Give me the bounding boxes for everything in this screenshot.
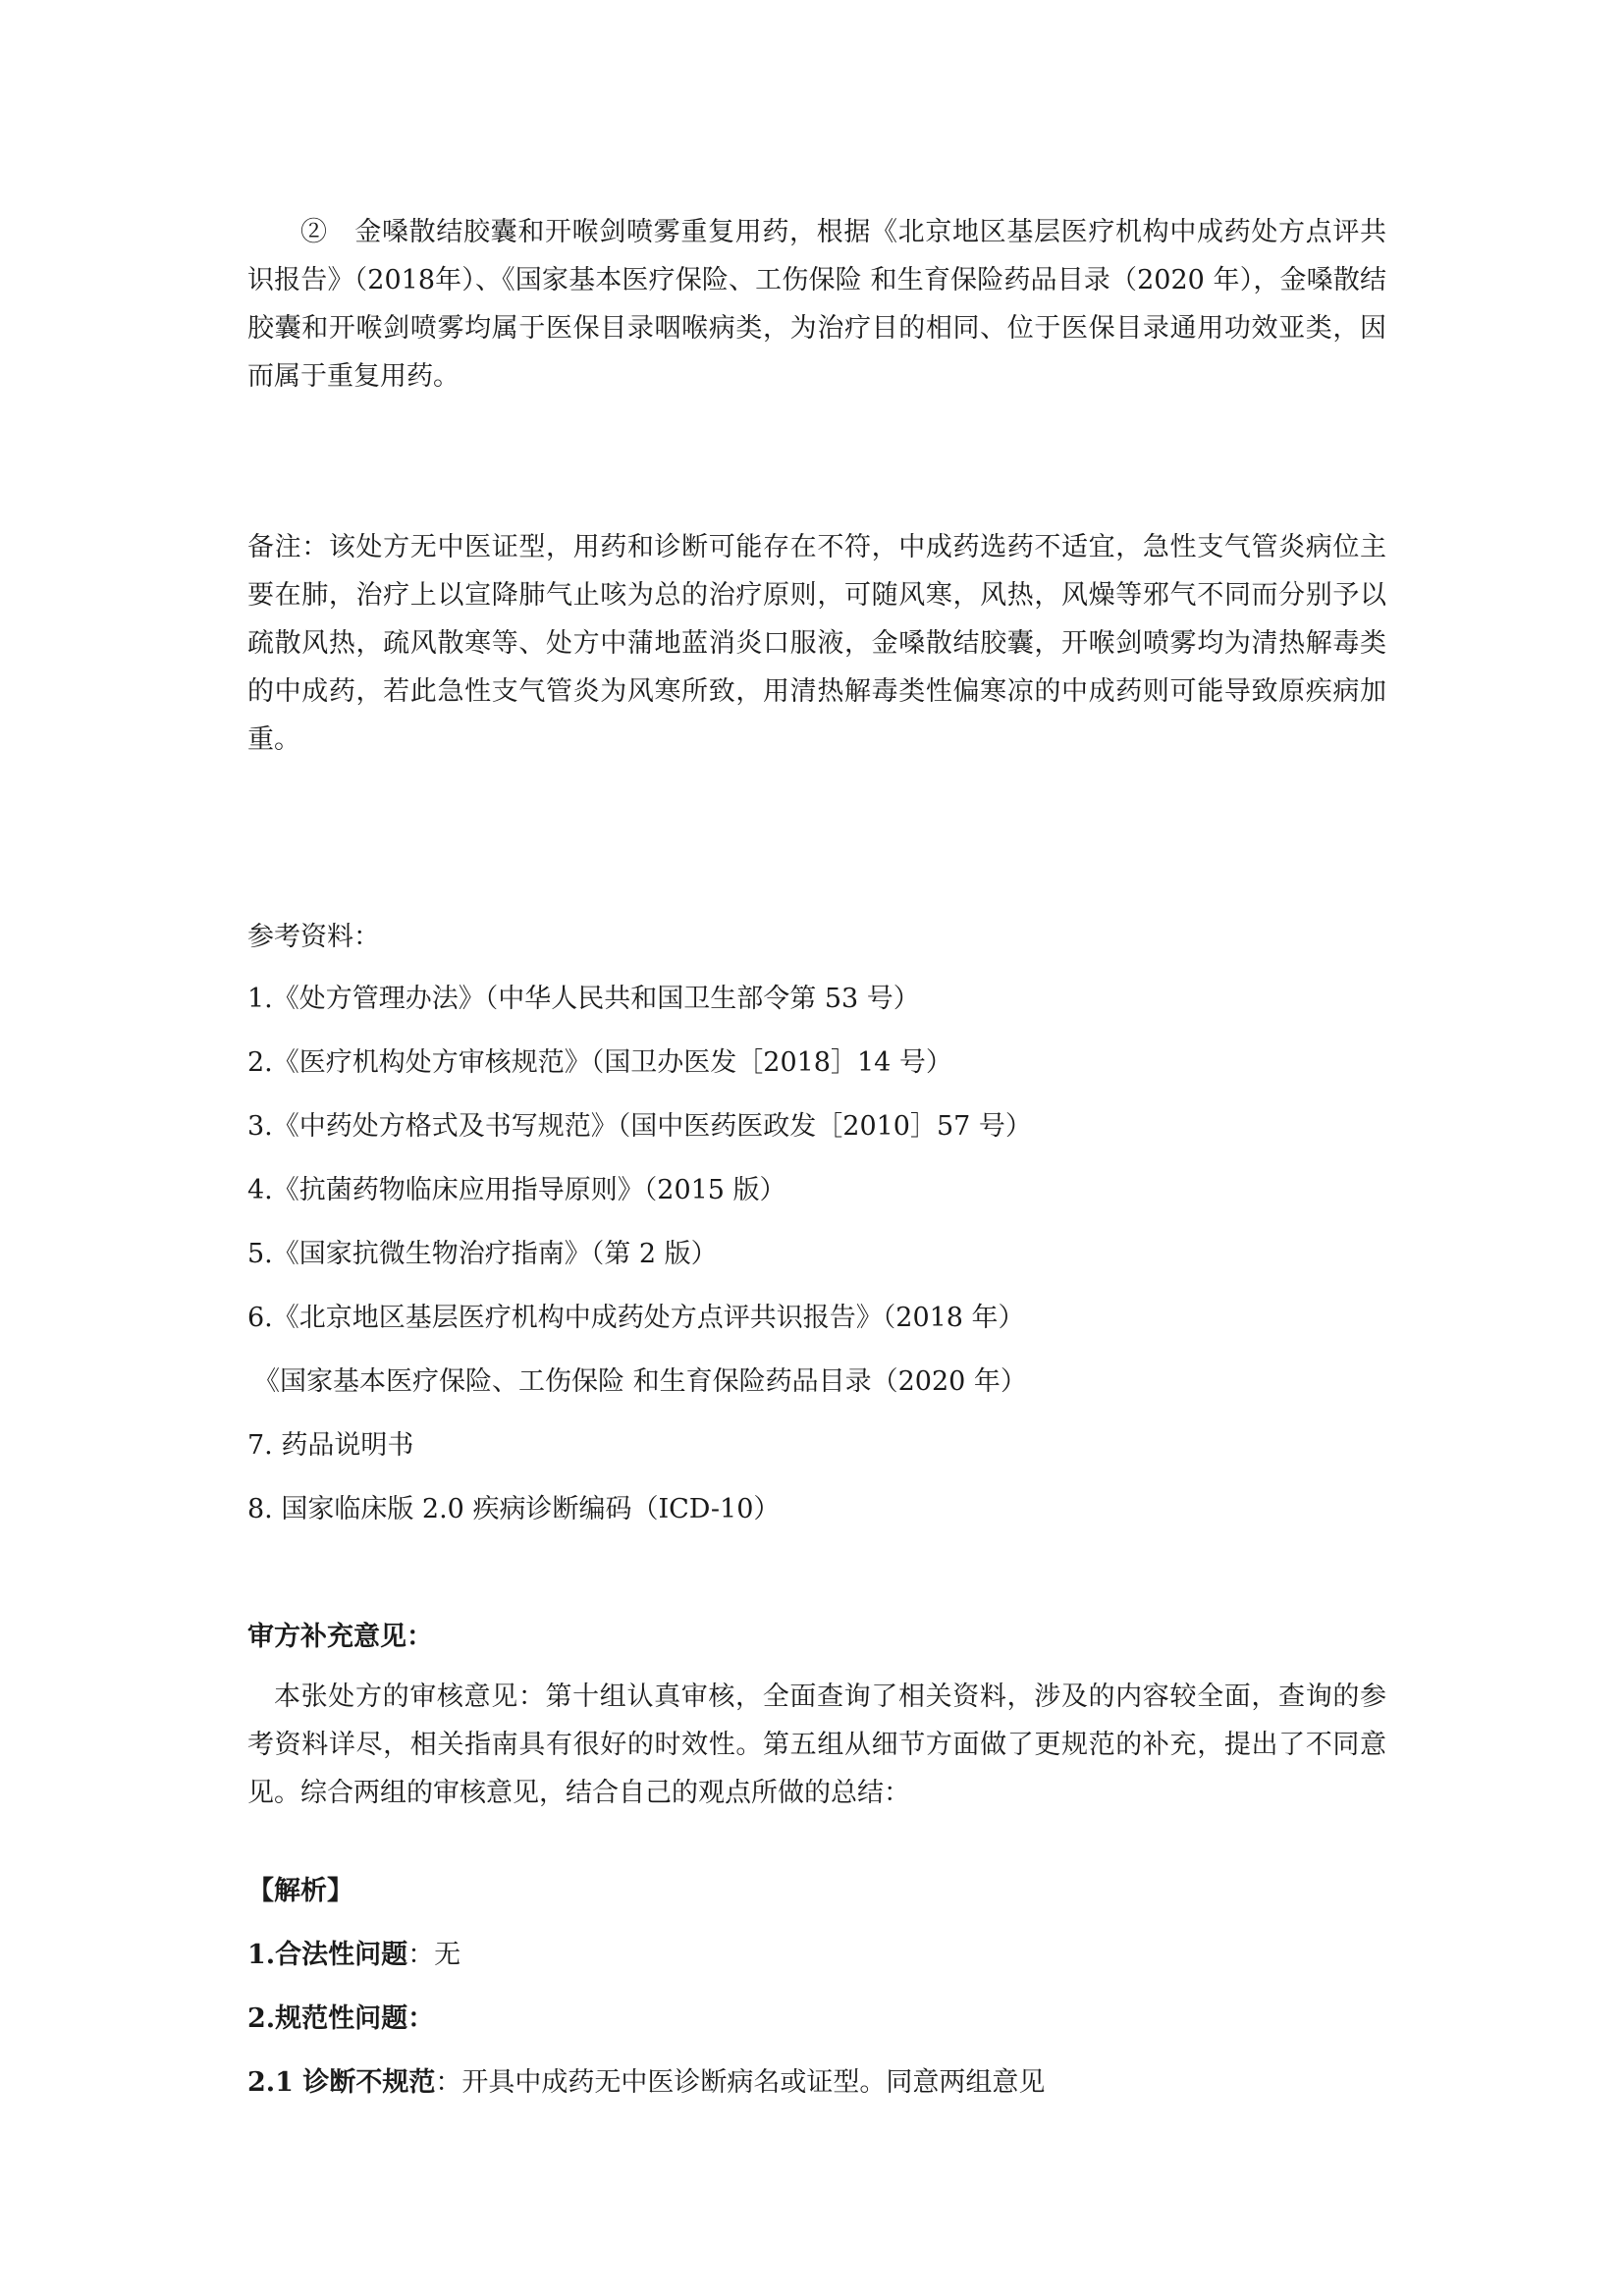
reference-item: 6.《北京地区基层医疗机构中成药处方点评共识报告》（2018 年） <box>247 1303 1025 1333</box>
legality-value: ：无 <box>407 1940 461 1970</box>
references-heading: 参考资料： <box>247 922 380 952</box>
standardization-heading: 2.规范性问题： <box>247 2003 435 2034</box>
diagnosis-label: 2.1 诊断不规范 <box>247 2067 436 2098</box>
diagnosis-value: ：开具中成药无中医诊断病名或证型。同意两组意见 <box>435 2067 1046 2098</box>
remark-paragraph: 备注：该处方无中医证型，用药和诊断可能存在不符，中成药选药不适宜，急性支气管炎病位主要在肺，治疗上以宣降肺气止咳为总的治疗原则，可随风寒，风热，风燥等邪气不同而分别予以疏散风热，疏风散寒等、处方中蒲地蓝消炎口服液，金嗓散结胶囊，开喉剑喷雾均为清热解毒类的中成药，若此急性支气管炎为风寒所致，用清热解毒类性偏寒凉的中成药则可能导致原疾病加重。 <box>247 532 1386 755</box>
analysis-heading: 【解析】 <box>247 1876 353 1906</box>
reference-item: 5.《国家抗微生物治疗指南》（第 2 版） <box>247 1239 718 1269</box>
diagnosis-line <box>247 2063 1045 2103</box>
reference-item: 4.《抗菌药物临床应用指导原则》（2015 版） <box>247 1175 786 1205</box>
review-heading: 审方补充意见： <box>247 1622 433 1652</box>
reference-item: 1.《处方管理办法》（中华人民共和国卫生部令第 53 号） <box>247 984 920 1014</box>
reference-item: 8. 国家临床版 2.0 疾病诊断编码（ICD-10） <box>247 1494 781 1524</box>
review-body: 本张处方的审核意见：第十组认真审核，全面查询了相关资料，涉及的内容较全面，查询的参考资料详尽，相关指南具有很好的时效性。第五组从细节方面做了更规范的补充，提出了不同意见。综合两组的审核意见，结合自己的观点所做的总结： <box>247 1682 1386 1808</box>
reference-item: 3.《中药处方格式及书写规范》（国中医药医政发［2010］57 号） <box>247 1111 1032 1142</box>
paragraph-duplicate-medication: ② 金嗓散结胶囊和开喉剑喷雾重复用药，根据《北京地区基层医疗机构中成药处方点评共识报告》（2018年）、《国家基本医疗保险、工伤保险 和生育保险药品目录（2020 年），金嗓散结胶囊和开喉剑喷雾均属于医保目录咽喉病类，为治疗目的相同、位于医保目录通用功效亚类，因而属于重复用药。 <box>247 217 1386 392</box>
reference-item: 7. 药品说明书 <box>247 1430 414 1461</box>
reference-item: 2.《医疗机构处方审核规范》（国卫办医发［2018］14 号） <box>247 1047 952 1078</box>
reference-item: 《国家基本医疗保险、工伤保险 和生育保险药品目录（2020 年） <box>253 1366 1027 1397</box>
legality-label: 1.合法性问题 <box>247 1940 408 1970</box>
legality-line <box>247 1936 460 1975</box>
